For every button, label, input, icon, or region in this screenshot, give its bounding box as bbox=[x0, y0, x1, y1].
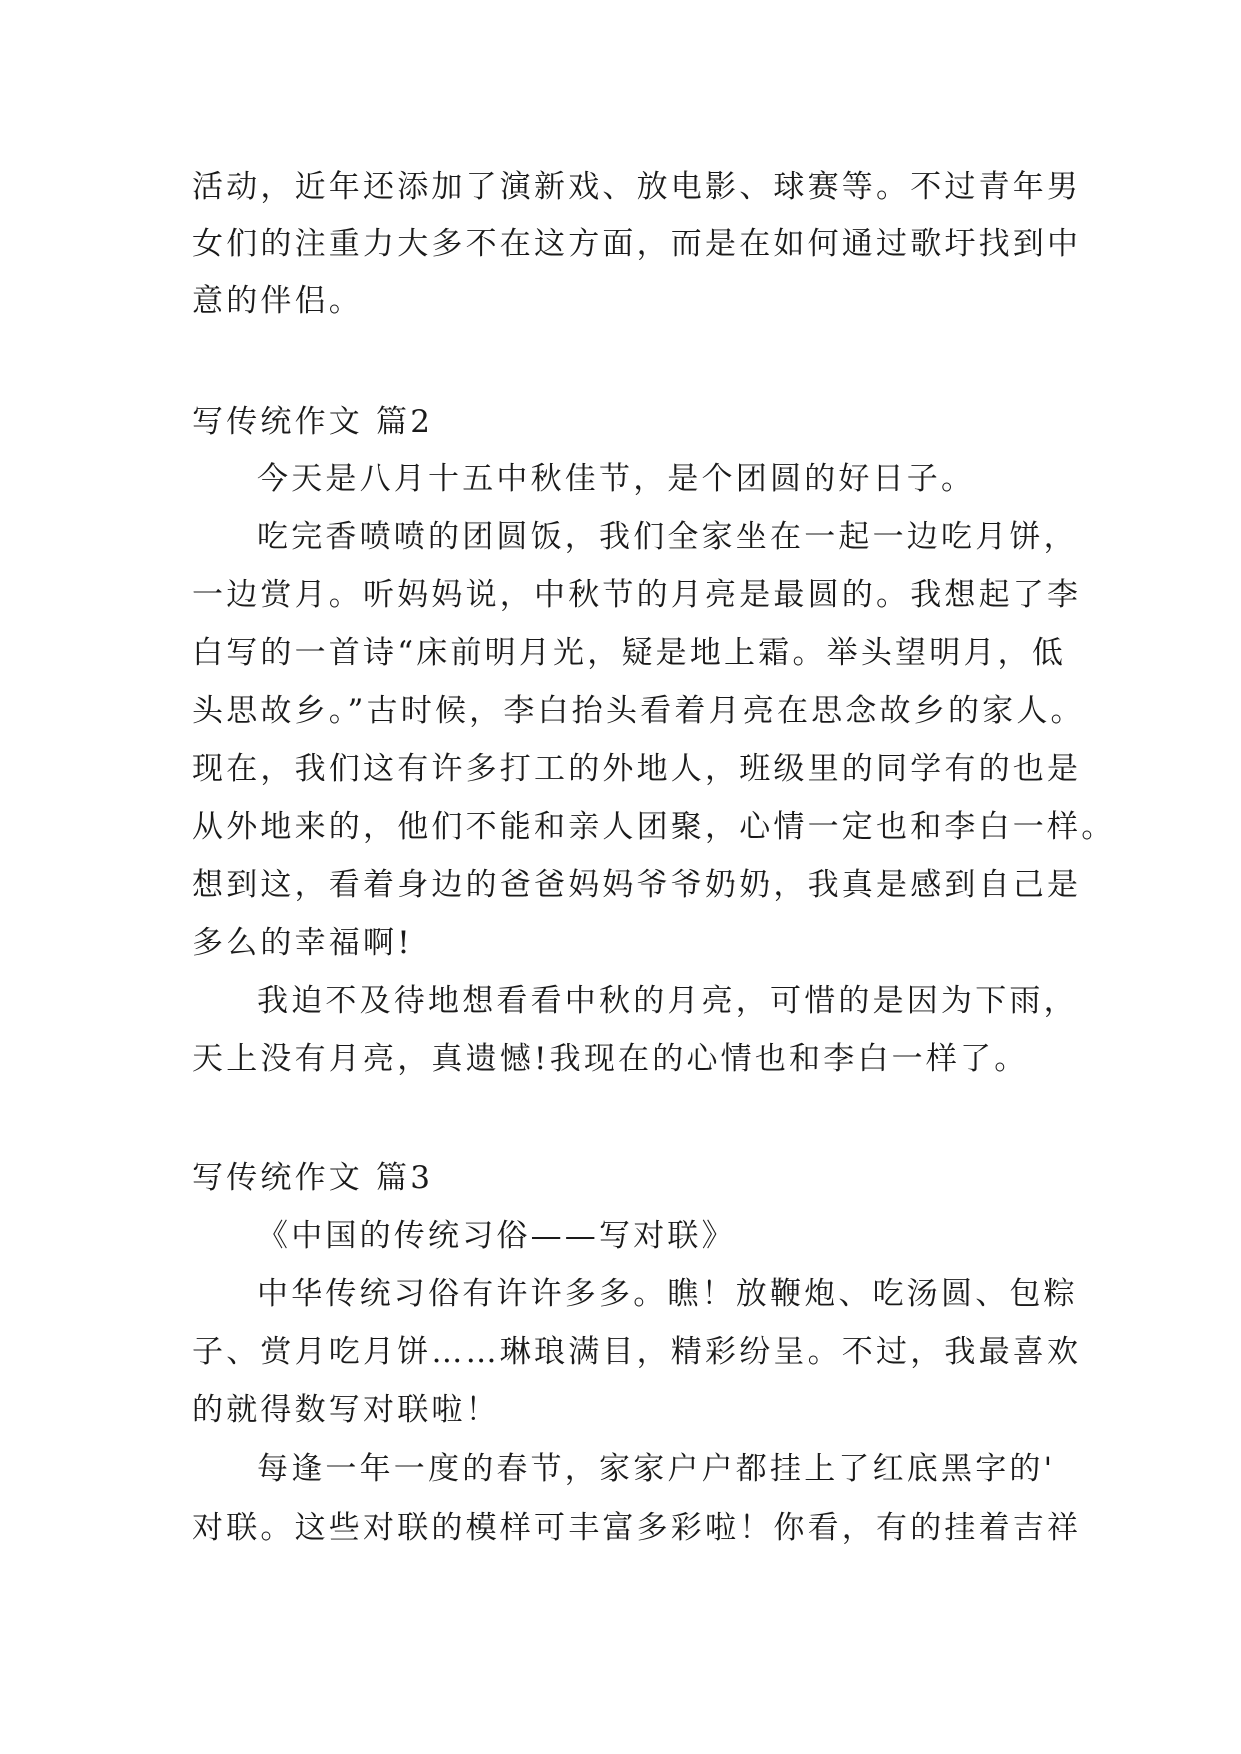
text-line: 意的伴侣。 bbox=[192, 283, 363, 319]
text-line: 想到这，看着身边的爸爸妈妈爷爷奶奶，我真是感到自己是 bbox=[192, 867, 1082, 903]
section-heading: 写传统作文 篇3 bbox=[192, 1160, 434, 1196]
text-line: 对联。这些对联的模样可丰富多彩啦！你看，有的挂着吉祥 bbox=[192, 1510, 1082, 1546]
text-line: 头思故乡。”古时候，李白抬头看着月亮在思念故乡的家人。 bbox=[192, 693, 1085, 729]
text-line: 中华传统习俗有许许多多。瞧！放鞭炮、吃汤圆、包粽 bbox=[257, 1276, 1078, 1312]
text-line: 一边赏月。听妈妈说，中秋节的月亮是最圆的。我想起了李 bbox=[192, 577, 1082, 613]
text-line: 天上没有月亮，真遗憾!我现在的心情也和李白一样了。 bbox=[192, 1041, 1029, 1077]
text-line: 多么的幸福啊! bbox=[192, 925, 413, 961]
text-line: 每逢一年一度的春节，家家户户都挂上了红底黑字的' bbox=[257, 1451, 1056, 1487]
text-line: 吃完香喷喷的团圆饭，我们全家坐在一起一边吃月饼， bbox=[257, 519, 1078, 555]
text-line: 子、赏月吃月饼……琳琅满目，精彩纷呈。不过，我最喜欢 bbox=[192, 1334, 1082, 1370]
section-heading: 写传统作文 篇2 bbox=[192, 404, 434, 440]
text-line: 现在，我们这有许多打工的外地人，班级里的同学有的也是 bbox=[192, 751, 1082, 787]
text-line: 我迫不及待地想看看中秋的月亮，可惜的是因为下雨， bbox=[257, 983, 1078, 1019]
text-line: 今天是八月十五中秋佳节，是个团圆的好日子。 bbox=[257, 461, 976, 497]
text-line: 的就得数写对联啦！ bbox=[192, 1392, 500, 1428]
essay-title: 《中国的传统习俗——写对联》 bbox=[257, 1218, 736, 1254]
text-line: 活动，近年还添加了演新戏、放电影、球赛等。不过青年男 bbox=[192, 169, 1082, 205]
text-line: 白写的一首诗“床前明月光，疑是地上霜。举头望明月，低 bbox=[192, 635, 1067, 671]
text-line: 从外地来的，他们不能和亲人团聚，心情一定也和李白一样。 bbox=[192, 809, 1116, 845]
text-line: 女们的注重力大多不在这方面，而是在如何通过歌圩找到中 bbox=[192, 226, 1082, 262]
